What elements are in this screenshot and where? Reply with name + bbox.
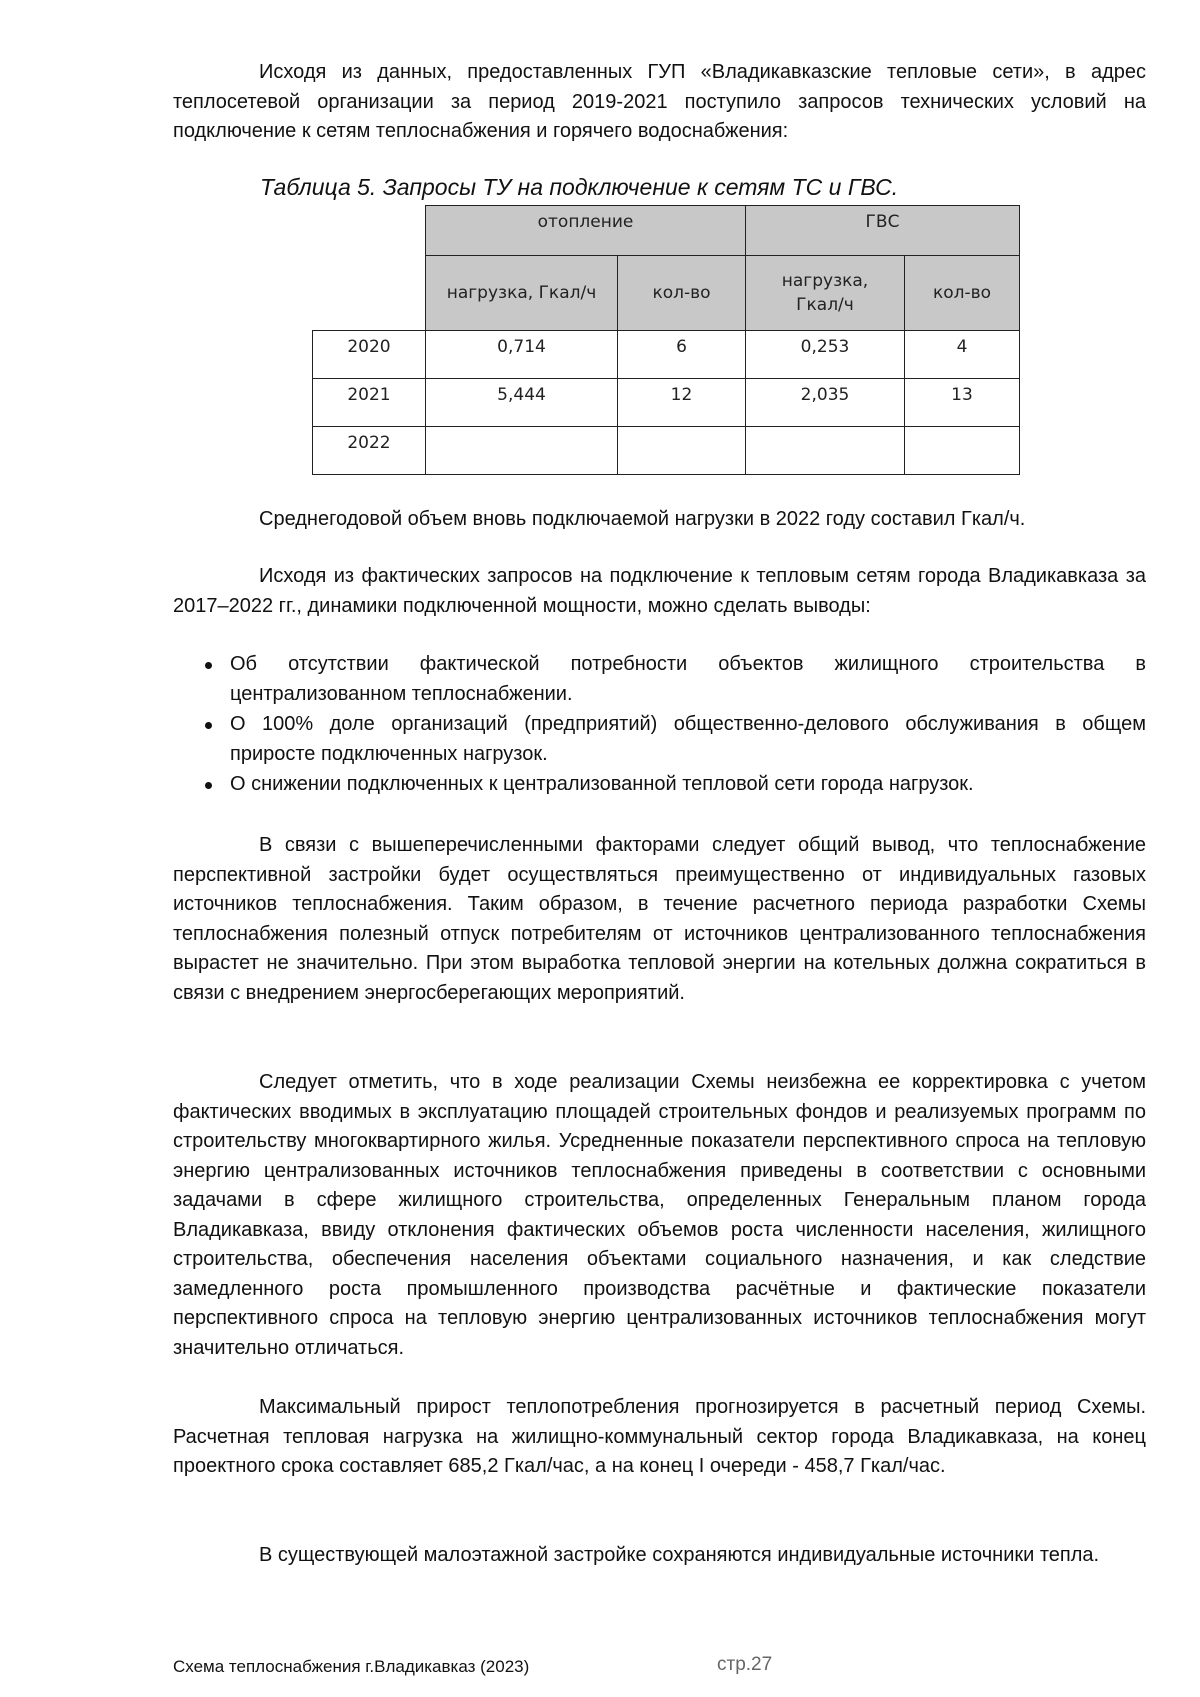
cell-heat-count (618, 427, 746, 475)
bullet-dot-icon (205, 722, 212, 729)
intro-paragraph: Исходя из данных, предоставленных ГУП «Владикавказские тепловые сети», в адрес теплосетевой организации за период 2019-2021 поступило запросов технических условий на подключение к сетям теплоснабжения и горячего водоснабжения: (173, 61, 1146, 142)
cell-hws-load: 0,253 (746, 331, 905, 379)
table-group-header-row (313, 206, 1020, 256)
list-item (173, 770, 1146, 800)
header-hws: ГВС (746, 206, 1020, 256)
conclusions-list (173, 650, 1146, 800)
cell-heat-load: 0,714 (426, 331, 618, 379)
footer-title: Схема теплоснабжения г.Владикавказ (2023) (173, 1657, 530, 1676)
header-heat-load: нагрузка, Гкал/ч (426, 256, 618, 331)
page-number: стр.27 (717, 1654, 773, 1675)
table-caption: Таблица 5. Запросы ТУ на подключение к сетям ТС и ГВС. (260, 174, 899, 200)
requests-table (312, 205, 1020, 475)
header-hws-load (746, 256, 905, 331)
low-rise-paragraph: В существующей малоэтажной застройке сохраняются индивидуальные источники тепла. (259, 1544, 1100, 1566)
cell-year: 2022 (313, 427, 426, 475)
cell-hws-count: 4 (905, 331, 1020, 379)
cell-hws-load: 2,035 (746, 379, 905, 427)
header-heat-count: кол-во (618, 256, 746, 331)
cell-heat-load (426, 427, 618, 475)
list-item (173, 710, 1146, 769)
list-item-text: Об отсутствии фактической потребности объектов жилищного строительства в централизованном теплоснабжении. (230, 653, 1146, 705)
header-heating: отопление (426, 206, 746, 256)
cell-heat-count: 12 (618, 379, 746, 427)
list-item-text: О 100% доле организаций (предприятий) общественно-делового обслуживания в общем приросте подключенных нагрузок. (230, 713, 1146, 765)
conclusions-intro-paragraph: Исходя из фактических запросов на подключение к тепловым сетям города Владикавказа за 2017–2022 гг., динамики подключенной мощности, можно сделать выводы: (173, 565, 1146, 617)
list-item (173, 650, 1146, 709)
table-row (313, 379, 1020, 427)
avg-load-paragraph: Среднегодовой объем вновь подключаемой нагрузки в 2022 году составил Гкал/ч. (259, 508, 1026, 530)
table-corner-cell (313, 256, 426, 331)
table-row (313, 331, 1020, 379)
bullet-dot-icon (205, 782, 212, 789)
table-corner-cell (313, 206, 426, 256)
cell-hws-load (746, 427, 905, 475)
cell-year: 2020 (313, 331, 426, 379)
table-subheader-row (313, 256, 1020, 331)
cell-hws-count: 13 (905, 379, 1020, 427)
bullet-dot-icon (205, 662, 212, 669)
list-item-text: О снижении подключенных к централизованной тепловой сети города нагрузок. (230, 773, 974, 795)
cell-heat-count: 6 (618, 331, 746, 379)
header-hws-load-text: нагрузка, Гкал/ч (781, 271, 869, 315)
max-growth-paragraph: Максимальный прирост теплопотребления прогнозируется в расчетный период Схемы. Расчетная тепловая нагрузка на жилищно-коммунальный сектор города Владикавказа, на конец проектного срока составляет 685,2 Гкал/час, а на конец I очереди - 458,7 Гкал/час. (173, 1396, 1146, 1477)
header-hws-count: кол-во (905, 256, 1020, 331)
table-row (313, 427, 1020, 475)
cell-heat-load: 5,444 (426, 379, 618, 427)
general-conclusion-paragraph: В связи с вышеперечисленными факторами следует общий вывод, что теплоснабжение перспективной застройки будет осуществляться преимущественно от индивидуальных газовых источников теплоснабжения. Таким образом, в течение расчетного периода разработки Схемы теплоснабжения полезный отпуск потребителям от источников централизованного теплоснабжения вырастет не значительно. При этом выработка тепловой энергии на котельных должна сократиться в связи с внедрением энергосберегающих мероприятий. (173, 834, 1146, 1004)
correction-paragraph: Следует отметить, что в ходе реализации Схемы неизбежна ее корректировка с учетом фактических вводимых в эксплуатацию площадей строительных фондов и реализуемых программ по строительству многоквартирного жилья. Усредненные показатели перспективного спроса на тепловую энергию централизованных источников теплоснабжения приведены в соответствии с основными задачами в сфере жилищного строительства, определенных Генеральным планом города Владикавказа, ввиду отклонения фактических объемов роста численности населения, жилищного строительства, обеспечения населения объектами социального назначения, и как следствие замедленного роста промышленного производства расчётные и фактические показатели перспективного спроса на тепловую энергию централизованных источников теплоснабжения могут значительно отличаться. (173, 1071, 1146, 1359)
cell-hws-count (905, 427, 1020, 475)
cell-year: 2021 (313, 379, 426, 427)
